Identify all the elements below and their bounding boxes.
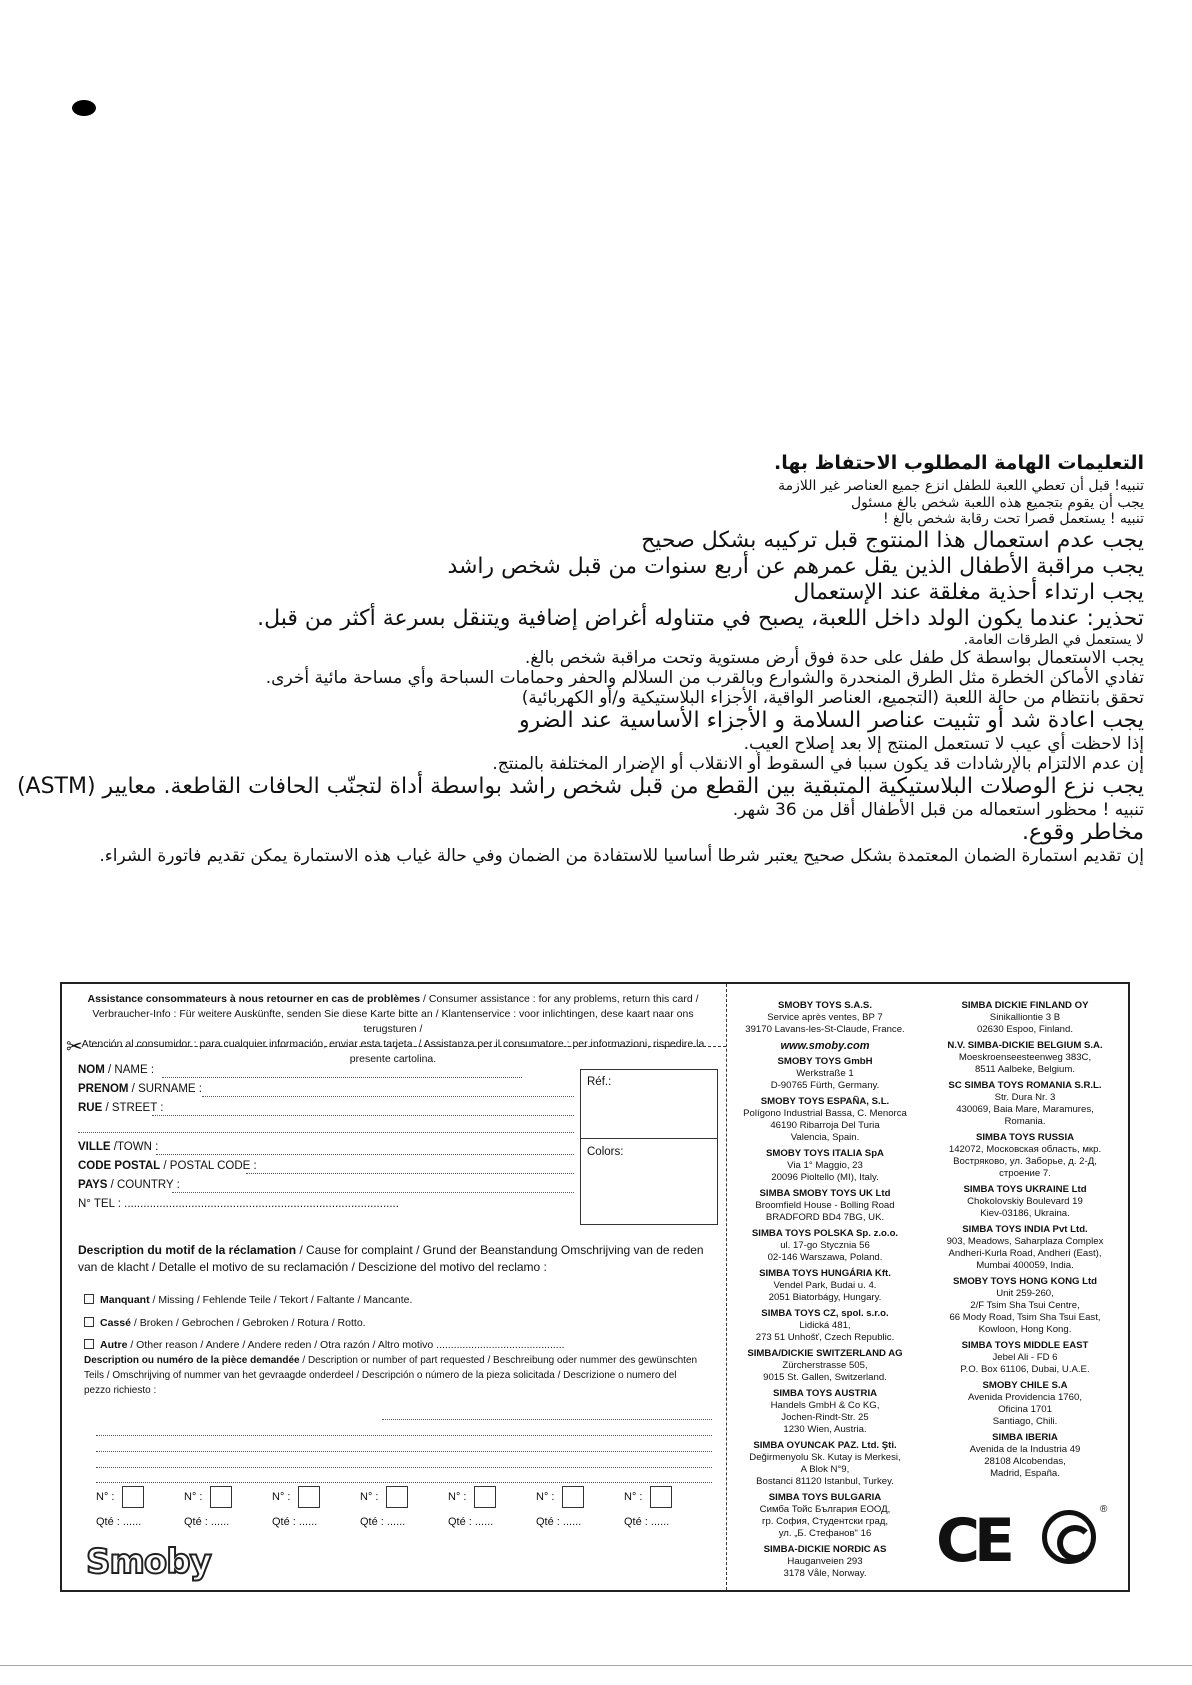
- address-line: Avenida Providencia 1760,: [968, 1392, 1082, 1403]
- part-number-label: N° :: [272, 1490, 291, 1503]
- ce-mark: CE: [936, 1506, 1010, 1576]
- address-line: SMOBY TOYS S.A.S.: [777, 1000, 872, 1011]
- address-line: строение 7.: [999, 1168, 1051, 1179]
- address-line: N.V. SIMBA-DICKIE BELGIUM S.A.: [947, 1040, 1103, 1051]
- part-number-box[interactable]: [298, 1486, 320, 1508]
- quantity-label: Qté : ......: [184, 1516, 230, 1528]
- arabic-line: يجب ارتداء أحذية مغلقة عند الإستعمال: [793, 579, 1144, 605]
- arabic-line: إن عدم الالتزام بالإرشادات قد يكون سببا في السقوط أو الانقلاب أو الإضرار المختلفة بالمنتج.: [492, 754, 1144, 775]
- address-line: SIMBA TOYS POLSKA Sp. z.o.o.: [751, 1228, 899, 1239]
- part-number-label: N° :: [448, 1490, 467, 1503]
- address-entry: [732, 1440, 918, 1488]
- address-line: A Blok N°9,: [800, 1464, 850, 1475]
- consumer-assistance-card: [60, 982, 1130, 1592]
- address-entry: [932, 1184, 1118, 1220]
- header-line-3: Atención al consumidor : para cualquier información, enviar esta tarjeta. / Assistanza per il consumatore : per informazioni, rispedire la presente cartolina.: [81, 1038, 705, 1065]
- address-line: SIMBA TOYS HUNGÁRIA Kft.: [759, 1268, 891, 1279]
- address-line: Santiago, Chili.: [992, 1416, 1058, 1427]
- green-dot-icon: [1042, 1510, 1096, 1564]
- part-number-box[interactable]: [650, 1486, 672, 1508]
- smoby-logo: Smoby: [86, 1542, 211, 1582]
- street-field[interactable]: RUE / STREET :: [78, 1102, 164, 1114]
- address-line: SMOBY TOYS ESPAÑA, S.L.: [760, 1096, 890, 1107]
- part-quantity-item[interactable]: [184, 1486, 264, 1528]
- complaint-description: Description du motif de la réclamation / Cause for complaint / Grund der Beanstandung Omschrijving van de reden van de klacht / Detalle el motivo de su reclamación / Descizione del motivo del reclamo :: [78, 1243, 704, 1274]
- address-entry: [932, 1132, 1118, 1180]
- cut-line-vertical: [726, 984, 727, 1590]
- address-entry: [932, 1224, 1118, 1272]
- arabic-line: يجب مراقبة الأطفال الذين يقل عمرهم عن أربع سنوات من قبل شخص راشد: [447, 553, 1144, 579]
- postal-code-field[interactable]: CODE POSTAL / POSTAL CODE :: [78, 1160, 257, 1172]
- address-entry: [932, 1040, 1118, 1076]
- part-number-label: N° :: [184, 1490, 203, 1503]
- address-line: Sinikalliontie 3 B: [989, 1012, 1061, 1023]
- arabic-line: مخاطر وقوع.: [1022, 820, 1144, 846]
- address-line: ул. „Б. Стефанов" 16: [778, 1528, 872, 1539]
- option-missing[interactable]: Manquant / Missing / Fehlende Teile / Tekort / Faltante / Mancante.: [84, 1294, 412, 1306]
- address-line: Vendel Park, Budai u. 4.: [773, 1280, 877, 1291]
- address-entry: [732, 1188, 918, 1224]
- address-line: 02630 Espoo, Finland.: [976, 1024, 1073, 1035]
- address-line: SIMBA TOYS RUSSIA: [975, 1132, 1075, 1143]
- address-line: Str. Dura Nr. 3: [994, 1092, 1056, 1103]
- address-line: SIMBA TOYS AUSTRIA: [772, 1388, 878, 1399]
- address-line: 46190 Ribarroja Del Turia: [770, 1120, 880, 1131]
- registered-mark: ®: [1100, 1504, 1108, 1515]
- address-line: SIMBA OYUNCAK PAZ. Ltd. Şti.: [753, 1440, 897, 1451]
- address-line: BRADFORD BD4 7BG, UK.: [765, 1212, 885, 1223]
- address-line: Mumbai 400059, India.: [976, 1260, 1074, 1271]
- quantity-label: Qté : ......: [96, 1516, 142, 1528]
- address-line: SIMBA IBERIA: [992, 1432, 1058, 1443]
- address-line: SMOBY TOYS GmbH: [777, 1056, 873, 1067]
- arabic-line: تنبيه ! يستعمل قصرا تحت رقابة شخص بالغ !: [882, 511, 1144, 528]
- address-entry: [732, 1268, 918, 1304]
- arabic-line: يجب أن يقوم بتجميع هذه اللعبة شخص بالغ مسئول: [850, 494, 1144, 511]
- website-link[interactable]: www.smoby.com: [780, 1040, 870, 1052]
- arabic-line: تنبيه! قبل أن تعطي اللعبة للطفل انزع جميع العناصر غير اللازمة: [778, 478, 1144, 495]
- address-line: SIMBA DICKIE FINLAND OY: [961, 1000, 1089, 1011]
- scissors-icon: ✂: [66, 1036, 83, 1058]
- cut-line-horizontal: [90, 1046, 726, 1047]
- part-number-box[interactable]: [122, 1486, 144, 1508]
- address-line: Lidická 481,: [799, 1320, 851, 1331]
- address-line: 20096 Pioltello (MI), Italy.: [771, 1172, 879, 1183]
- bullet-dot: [72, 100, 96, 116]
- address-line: Romania.: [1004, 1116, 1046, 1127]
- address-entry: [932, 1276, 1118, 1336]
- town-field[interactable]: VILLE /TOWN :: [78, 1141, 159, 1153]
- part-number-label: N° :: [360, 1490, 379, 1503]
- part-quantity-item[interactable]: [96, 1486, 176, 1528]
- address-entry: [732, 1056, 918, 1092]
- part-number-label: N° :: [624, 1490, 643, 1503]
- address-line: Handels GmbH & Co KG,: [770, 1400, 880, 1411]
- address-line: Via 1° Maggio, 23: [787, 1160, 863, 1171]
- address-line: Unit 259-260,: [996, 1288, 1054, 1299]
- part-number-label: N° :: [536, 1490, 555, 1503]
- address-line: Kowloon, Hong Kong.: [978, 1324, 1072, 1335]
- address-line: Valencia, Spain.: [790, 1132, 860, 1143]
- header-lead: Assistance consommateurs à nous retourner en cas de problèmes: [87, 993, 421, 1005]
- address-column-left: [732, 1000, 918, 1584]
- address-line: SC SIMBA TOYS ROMANIA S.R.L.: [948, 1080, 1102, 1091]
- address-line: Востряково, ул. Заборье, д. 2-Д,: [953, 1156, 1097, 1167]
- address-line: Zürcherstrasse 505,: [782, 1360, 868, 1371]
- address-line: 2051 Biatorbágy, Hungary.: [768, 1292, 882, 1303]
- address-column-right: [932, 1000, 1118, 1484]
- address-line: Andheri-Kurla Road, Andheri (East),: [948, 1248, 1102, 1259]
- address-line: SMOBY TOYS ITALIA SpA: [766, 1148, 884, 1159]
- part-number-box[interactable]: [562, 1486, 584, 1508]
- address-line: SIMBA-DICKIE NORDIC AS: [763, 1544, 887, 1555]
- surname-field[interactable]: PRENOM / SURNAME :: [78, 1083, 202, 1095]
- arabic-instructions: [16, 452, 1144, 867]
- address-line: 903, Meadows, Saharplaza Complex: [946, 1236, 1104, 1247]
- address-line: 142072, Московская область, мкр.: [948, 1144, 1102, 1155]
- option-other[interactable]: Autre / Other reason / Andere / Andere reden / Otra razón / Altro motivo ............................................: [84, 1339, 565, 1351]
- arabic-line: يجب عدم استعمال هذا المنتوج قبل تركيبه بشكل صحيح: [641, 527, 1144, 553]
- option-broken[interactable]: Cassé / Broken / Gebrochen / Gebroken / Rotura / Rotto.: [84, 1317, 366, 1329]
- arabic-line: لا يستعمل في الطرقات العامة.: [963, 631, 1144, 648]
- address-line: SIMBA/DICKIE SWITZERLAND AG: [747, 1348, 903, 1359]
- address-line: гр. София, Студентски град,: [761, 1516, 889, 1527]
- part-quantity-item[interactable]: [448, 1486, 528, 1528]
- address-entry: [732, 1228, 918, 1264]
- address-line: SIMBA TOYS INDIA Pvt Ltd.: [962, 1224, 1088, 1235]
- address-line: SIMBA TOYS UKRAINE Ltd: [963, 1184, 1087, 1195]
- ref-colors-box[interactable]: [580, 1069, 718, 1225]
- tel-field[interactable]: N° TEL : ......................................................................................: [78, 1198, 399, 1210]
- address-entry: [732, 1388, 918, 1436]
- card-header: [68, 992, 718, 1067]
- other-checkbox: [84, 1339, 94, 1349]
- address-line: 28108 Alcobendas,: [984, 1456, 1066, 1467]
- header-line-2: Verbraucher-Info : Für weitere Auskünfte, senden Sie diese Karte bitte an / Klantenservice : voor inlichtingen, dese kaart naar ons terugsturen /: [92, 1008, 694, 1035]
- address-entry: [732, 1148, 918, 1184]
- address-entry: [932, 1340, 1118, 1376]
- country-field[interactable]: PAYS / COUNTRY :: [78, 1179, 180, 1191]
- address-line: Avenida de la Industria 49: [969, 1444, 1081, 1455]
- address-entry: [732, 1492, 918, 1540]
- address-line: Werkstraße 1: [796, 1068, 854, 1079]
- page-bottom-rule: [0, 1665, 1192, 1666]
- address-line: SMOBY CHILE S.A: [982, 1380, 1068, 1391]
- colors-label: Colors:: [587, 1146, 624, 1158]
- address-line: 39170 Lavans-les-St-Claude, France.: [745, 1024, 905, 1035]
- quantity-label: Qté : ......: [536, 1516, 582, 1528]
- address-line: ul. 17-go Stycznia 56: [780, 1240, 870, 1251]
- address-line: Kiev-03186, Ukraina.: [980, 1208, 1070, 1219]
- address-entry: [732, 1040, 918, 1052]
- address-line: 2/F Tsim Sha Tsui Centre,: [970, 1300, 1080, 1311]
- part-quantity-item[interactable]: [360, 1486, 440, 1528]
- address-line: Service après ventes, BP 7: [767, 1012, 883, 1023]
- name-field[interactable]: NOM / NAME :: [78, 1064, 155, 1076]
- arabic-line: يجب الاستعمال بواسطة كل طفل على حدة فوق أرض مستوية وتحت مراقبة شخص بالغ.: [524, 648, 1144, 669]
- address-line: Симба Тойс България ЕООД,: [759, 1504, 891, 1515]
- part-number-box[interactable]: [474, 1486, 496, 1508]
- part-quantity-item[interactable]: [536, 1486, 616, 1528]
- broken-checkbox: [84, 1317, 94, 1327]
- address-line: Broomfield House - Bolling Road: [755, 1200, 895, 1211]
- address-line: 273 51 Unhošť, Czech Republic.: [755, 1332, 895, 1343]
- arabic-line: إن تقديم استمارة الضمان المعتمدة بشكل صحيح يعتبر شرطا أساسيا للاستفادة من الضمان وفي حالة غياب هذه الاستمارة يمكن تقديم فاتورة الشراء.: [99, 846, 1144, 867]
- address-line: Değirmenyolu Sk. Kutay is Merkesi,: [749, 1452, 901, 1463]
- address-line: Hauganveien 293: [787, 1556, 863, 1567]
- address-entry: [732, 1348, 918, 1384]
- address-line: Chokolovskiy Boulevard 19: [967, 1196, 1083, 1207]
- address-line: SIMBA TOYS MIDDLE EAST: [961, 1340, 1089, 1351]
- ref-label: Réf.:: [587, 1076, 612, 1088]
- address-entry: [932, 1000, 1118, 1036]
- address-line: SIMBA SMOBY TOYS UK Ltd: [759, 1188, 891, 1199]
- arabic-line: تحذير: عندما يكون الولد داخل اللعبة، يصبح في متناوله أغراض إضافية ويتنقل بسرعة أكثر من قبل.: [257, 605, 1144, 631]
- address-line: Madrid, España.: [990, 1468, 1060, 1479]
- address-line: P.O. Box 61106, Dubai, U.A.E.: [960, 1364, 1090, 1375]
- address-entry: [732, 1544, 918, 1580]
- address-line: Jochen-Rindt-Str. 25: [781, 1412, 869, 1423]
- arabic-line: تنبيه ! محظور استعماله من قبل الأطفال أقل من 36 شهر.: [732, 800, 1144, 821]
- part-quantity-item[interactable]: [272, 1486, 352, 1528]
- address-line: SIMBA TOYS BULGARIA: [768, 1492, 882, 1503]
- arabic-line: تفادي الأماكن الخطرة مثل الطرق المنحدرة والشوارع وبالقرب من السلالم والحفر وحمامات السباحة وأي مساحة مائية أخرى.: [265, 668, 1144, 689]
- address-entry: [732, 1096, 918, 1144]
- quantity-label: Qté : ......: [448, 1516, 494, 1528]
- address-entry: [932, 1380, 1118, 1428]
- address-entry: [932, 1432, 1118, 1480]
- address-line: SIMBA TOYS CZ, spol. s.r.o.: [761, 1308, 889, 1319]
- address-line: Bostanci 81120 Istanbul, Turkey.: [756, 1476, 894, 1487]
- part-number-label: N° :: [96, 1490, 115, 1503]
- missing-checkbox: [84, 1294, 94, 1304]
- quantity-label: Qté : ......: [272, 1516, 318, 1528]
- part-quantity-item[interactable]: [624, 1486, 704, 1528]
- quantity-label: Qté : ......: [360, 1516, 406, 1528]
- address-line: 9015 St. Gallen, Switzerland.: [763, 1372, 887, 1383]
- arabic-line: يجب نزع الوصلات البلاستيكية المتبقية بين القطع من قبل شخص راشد بواسطة أداة لتجنّب الحافات القاطعة. معايير (ASTM): [16, 774, 1144, 800]
- address-line: 3178 Våle, Norway.: [783, 1568, 867, 1579]
- address-line: Oficina 1701: [998, 1404, 1052, 1415]
- address-line: D-90765 Fürth, Germany.: [770, 1080, 880, 1091]
- part-number-box[interactable]: [386, 1486, 408, 1508]
- address-line: 1230 Wien, Austria.: [783, 1424, 867, 1435]
- arabic-line: إذا لاحظت أي عيب لا تستعمل المنتج إلا بعد إصلاح العيب.: [743, 734, 1144, 755]
- arabic-title: التعليمات الهامة المطلوب الاحتفاظ بها.: [773, 452, 1144, 474]
- address-line: SMOBY TOYS HONG KONG Ltd: [952, 1276, 1098, 1287]
- address-line: Jebel Ali - FD 6: [992, 1352, 1058, 1363]
- header-rest: / Consumer assistance : for any problems, return this card /: [420, 993, 699, 1005]
- quantity-row: [96, 1486, 726, 1536]
- part-number-box[interactable]: [210, 1486, 232, 1508]
- address-entry: [732, 1000, 918, 1036]
- address-entry: [932, 1080, 1118, 1128]
- address-entry: [732, 1308, 918, 1344]
- address-line: 430069, Baia Mare, Maramures,: [956, 1104, 1094, 1115]
- part-description: Description ou numéro de la pièce demandée / Description or number of part requested / Beschreibung oder nummer des gewünschten Teils / Omschrijving of nummer van het gevraagde onderdeel / Descripción o número de la pieza solicitada / Descrizione o numero del pezzo richiesto :: [84, 1355, 698, 1396]
- address-line: 8511 Aalbeke, Belgium.: [974, 1064, 1076, 1075]
- address-line: 02-146 Warszawa, Poland.: [767, 1252, 883, 1263]
- arabic-line: يجب اعادة شد أو تثبيت عناصر السلامة و الأجزاء الأساسية عند الضرو: [518, 708, 1144, 734]
- address-line: 66 Mody Road, Tsim Sha Tsui East,: [949, 1312, 1101, 1323]
- address-line: Polígono Industrial Bassa, C. Menorca: [743, 1108, 907, 1119]
- arabic-line: تحقق بانتظام من حالة اللعبة (التجميع، العناصر الواقية، الأجزاء البلاستيكية و/أو الكهربائية): [521, 688, 1144, 709]
- quantity-label: Qté : ......: [624, 1516, 670, 1528]
- address-line: Moeskroenseesteenweg 383C,: [958, 1052, 1092, 1063]
